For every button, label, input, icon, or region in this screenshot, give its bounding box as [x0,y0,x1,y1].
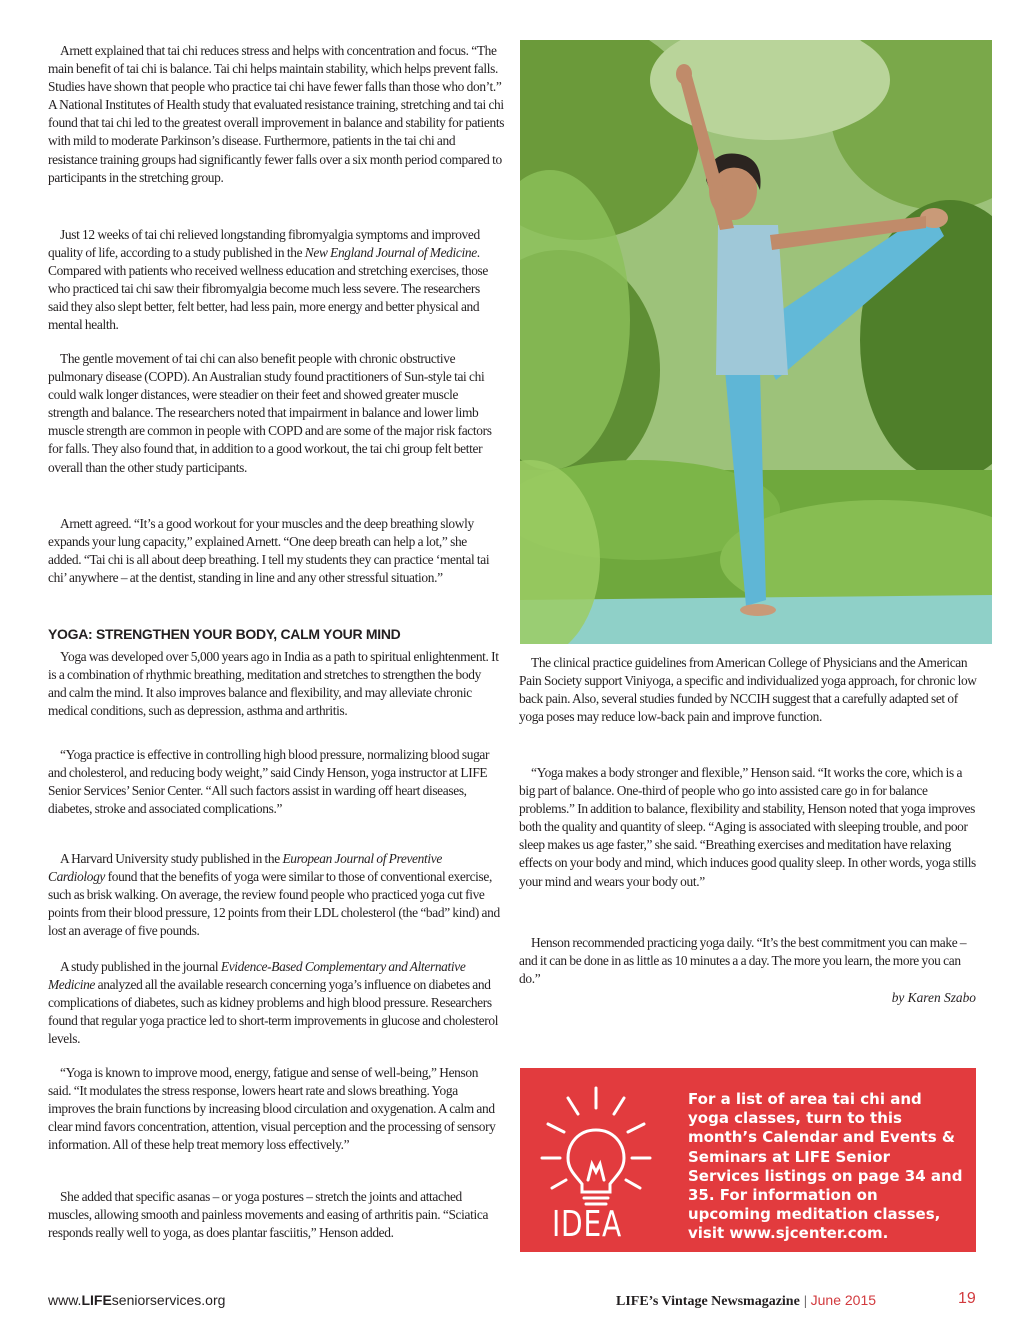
body-paragraph: Arnett agreed. “It’s a good workout for your muscles and the deep breathing slowly expands your lung capacity,” explained Arnett. “One deep breath can help a lot,” she added. “Tai chi is all about deep breathing. I tell my students they can practice ‘mental tai chi’ anywhere – at the dentist, standing in line and any other stressful situation.” [48,516,490,586]
yoga-pose-illustration [520,40,992,644]
body-paragraph: Henson recommended practicing yoga daily. “It’s the best commitment you can make – and it can be done in as little as 10 minutes a a day. The more you learn, the more you can do.” [519,935,967,987]
body-paragraph: The clinical practice guidelines from American College of Physicians and the American Pain Society support Viniyoga, a specific and individualized yoga approach, for chronic low back pain. Also, several studies funded by NCCIH suggest that a carefully adapted set of yoga poses may reduce low-back pain and improve function. [519,655,977,725]
section-heading: YOGA: STRENGTHEN YOUR BODY, CALM YOUR MIND [48,626,401,642]
magazine-name: LIFE’s Vintage Newsmagazine [616,1294,800,1309]
journal-title: European Journal of Preventive Cardiology [48,851,442,885]
journal-title: Evidence-Based Complementary and Alternative Medicine [48,959,466,993]
yoga-photo [520,40,992,644]
footer-publication [616,1292,876,1310]
footer-separator: | [803,1294,807,1309]
page-number: 19 [958,1290,976,1307]
body-paragraph: The gentle movement of tai chi can also benefit people with chronic obstructive pulmonary disease (COPD). An Australian study found practitioners of Sun-style tai chi could walk longer distances, were steadier on their feet and showed greater muscle strength and balance. The researchers noted that impairment in balance and lower limb muscle strength are common in people with COPD and are some of the major risk factors for falls. They also found that, in addition to a good workout, the tai chi group felt better overall than the other study participants. [48,351,492,475]
byline: by Karen Szabo [891,990,976,1005]
body-paragraph: “Yoga practice is effective in controlling high blood pressure, normalizing blood sugar and cholesterol, and reducing body weight,” said Cindy Henson, yoga instructor at LIFE Senior Services’ Senior Center. “All such factors assist in warding off heart diseases, diabetes, stroke and associated complications.” [48,747,490,817]
idea-label: IDEA [552,1204,622,1245]
body-paragraph: “Yoga makes a body stronger and flexible,” Henson said. “It works the core, which is a big part of balance. One-third of people who go into assisted care go in for balance problems.” In addition to balance, flexibility and stability, Henson noted that yoga improves both the quality and quantity of sleep. “Aging is associated with sleeping trouble, and poor sleep makes us age faster,” she said. “Breathing exercises and meditation have relaxing effects on your body and mind, which induces good quality sleep. In other words, yoga stills your mind and wears your body out.” [519,765,976,889]
issue-date: June 2015 [810,1292,877,1308]
footer-website: www.LIFEseniorservices.org [48,1292,226,1308]
body-paragraph: She added that specific asanas – or yoga postures – stretch the joints and attached muscles, allowing smooth and painless movements and easing of arthritis pain. “Sciatica responds really well to yoga, as does plantar fasciitis,” Henson added. [48,1189,489,1241]
body-paragraph: Just 12 weeks of tai chi relieved longstanding fibromyalgia symptoms and improved quality of life, according to a study published in the New England Journal of Medicine. Compared with patients who received wellness education and stretching exercises, those who practiced tai chi saw their fibromyalgia become much less severe. The researchers said they also slept better, felt better, had less pain, more energy and better physical and mental health. [48,227,489,333]
body-paragraph: A study published in the journal Evidence-Based Complementary and Alternative Medicine analyzed all the available research concerning yoga’s influence on diabetes and complications of diabetes, such as kidney problems and high blood pressure. Researchers found that regular yoga practice led to short-term improvements in glucose and cholesterol levels. [48,959,499,1047]
body-paragraph: “Yoga is known to improve mood, energy, fatigue and sense of well-being,” Henson said. “It modulates the stress response, lowers heart rate and slows breathing. Yoga improves the brain functions by increasing blood circulation and oxygenation. A calm and clear mind favors concentration, attention, visual perception and the processing of sensory information. All of these help treat memory loss effectively.” [48,1065,496,1153]
body-paragraph: Yoga was developed over 5,000 years ago in India as a path to spiritual enlightenment. It is a combination of rhythmic breathing, meditation and stretches to strengthen the body and calm the mind. It also improves balance and flexibility, and may alleviate chronic medical conditions, such as depression, asthma and arthritis. [48,649,499,719]
idea-text: For a list of area tai chi and yoga classes, turn to this month’s Calendar and Events & Seminars at LIFE Senior Services listings on page 34 and 35. For information on upcoming meditation classes, visit www.sjcenter.com. [688,1090,963,1243]
idea-callout [520,1068,976,1252]
body-paragraph: Arnett explained that tai chi reduces stress and helps with concentration and focus. “The main benefit of tai chi is balance. Tai chi helps maintain stability, which helps prevent falls. Studies have shown that people who practice tai chi have fewer falls than those who don’t.” A National Institutes of Health study that evaluated resistance training, stretching and tai chi found that tai chi led to the greatest overall improvement in balance and stability for patients with mild to moderate Parkinson’s disease. Furthermore, patients in the tai chi and resistance training groups had significantly fewer falls over a six month period compared to participants in the stretching group. [48,43,505,185]
journal-title: New England Journal of Medicine [304,245,477,261]
body-paragraph: A Harvard University study published in the European Journal of Preventive Cardiology found that the benefits of yoga were similar to those of conventional exercise, such as brisk walking. On average, the review found people who practiced yoga cut five points from their blood pressure, 12 points from their LDL cholesterol (the “bad” kind) and lost an average of five pounds. [48,851,500,939]
